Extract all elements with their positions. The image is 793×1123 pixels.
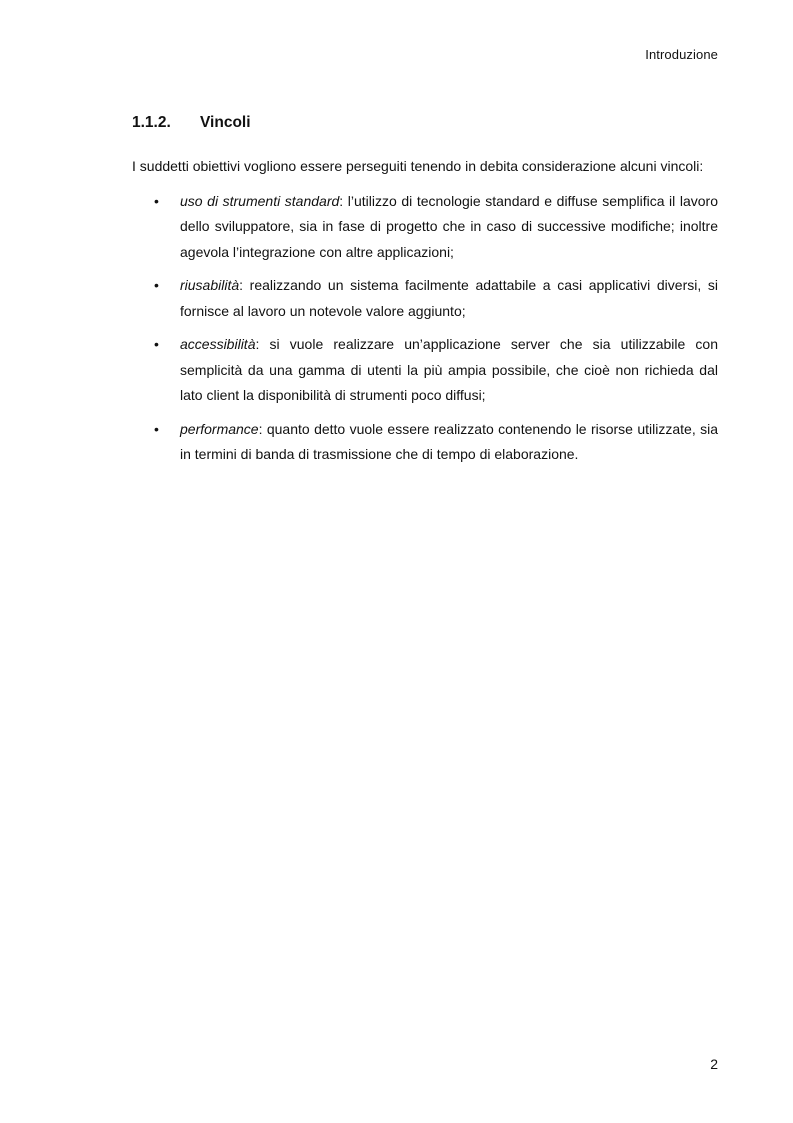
constraints-list [132, 189, 718, 468]
running-header: Introduzione [645, 47, 718, 62]
item-term: riusabilità [180, 277, 240, 293]
section-heading [132, 114, 251, 132]
bullet-icon: • [154, 192, 159, 209]
bullet-icon: • [154, 336, 159, 352]
body-text [132, 154, 718, 476]
item-text: : quanto detto vuole essere realizzato contenendo le risorse utilizzate, sia in termini di banda di trasmissione che di tempo di elaborazione. [180, 420, 718, 462]
list-item [132, 332, 718, 409]
section-number: 1.1.2. [132, 114, 171, 131]
bullet-icon: • [154, 277, 159, 293]
section-title: Vincoli [200, 114, 251, 131]
item-term: uso di strumenti standard [180, 192, 340, 209]
list-item [132, 273, 718, 324]
intro-paragraph: I suddetti obiettivi vogliono essere perseguiti tenendo in debita considerazione alcuni vincoli: [132, 158, 704, 174]
list-item [132, 417, 718, 468]
item-text: : si vuole realizzare un’applicazione server che sia utilizzabile con semplicità da una gamma di utenti la più ampia possibile, che cioè non richieda dal lato client la disponibilità di strumenti poco diffusi; [180, 336, 718, 403]
bullet-icon: • [154, 420, 159, 437]
page-number: 2 [710, 1056, 718, 1072]
list-item [132, 189, 718, 266]
item-term: performance [180, 420, 259, 437]
item-term: accessibilità [180, 336, 256, 352]
item-text: : l’utilizzo di tecnologie standard e diffuse semplifica il lavoro dello sviluppatore, sia in fase di progetto che in caso di successive modifiche; inoltre agevola l’integrazione con altre applicazioni; [180, 192, 718, 260]
item-text: : realizzando un sistema facilmente adattabile a casi applicativi diversi, si fornisce al lavoro un notevole valore aggiunto; [180, 277, 718, 319]
